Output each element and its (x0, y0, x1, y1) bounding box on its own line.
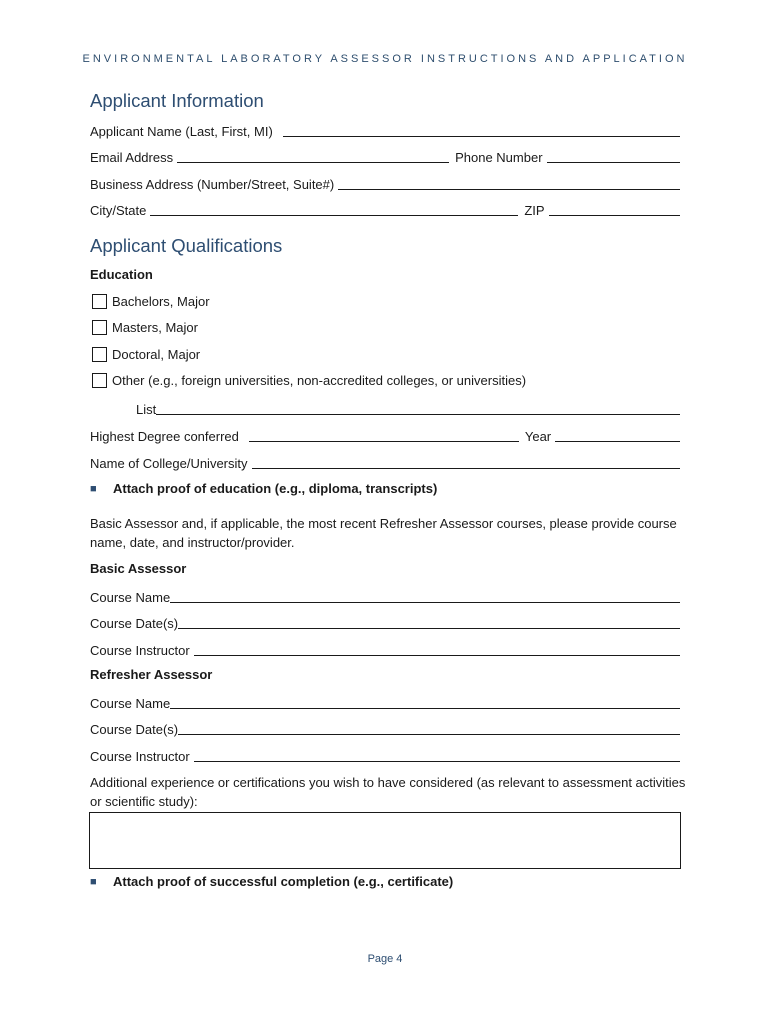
other-label: Other (e.g., foreign universities, non-accredited colleges, or universities) (112, 372, 527, 388)
refresher-course-instructor-label: Course Instructor (90, 749, 190, 764)
year-label: Year (524, 429, 552, 444)
zip-label: ZIP (524, 203, 545, 218)
refresher-course-dates-label: Course Date(s) (90, 722, 179, 737)
bachelors-option[interactable] (92, 292, 210, 310)
phone-field[interactable] (547, 162, 680, 163)
masters-option[interactable] (92, 318, 198, 336)
other-option[interactable] (92, 371, 526, 389)
college-label: Name of College/University (90, 456, 248, 471)
city-zip-row (90, 200, 680, 218)
list-label: List (136, 402, 157, 417)
city-state-field[interactable] (150, 215, 518, 216)
refresher-course-instructor-row (90, 746, 680, 764)
basic-course-dates-label: Course Date(s) (90, 616, 179, 631)
page-number: Page 4 (367, 953, 403, 965)
attach-education-item (90, 481, 437, 496)
refresher-assessor-heading: Refresher Assessor (90, 667, 213, 682)
list-row (136, 399, 680, 417)
basic-assessor-heading: Basic Assessor (90, 561, 187, 576)
year-field[interactable] (555, 441, 680, 442)
applicant-name-row (90, 121, 680, 139)
document-header: ENVIRONMENTAL LABORATORY ASSESSOR INSTRUCTIONS AND APPLICATION (82, 53, 688, 65)
business-address-row (90, 174, 680, 192)
email-phone-row (90, 147, 680, 165)
applicant-name-label: Applicant Name (Last, First, MI) (90, 124, 273, 139)
masters-checkbox[interactable] (92, 320, 107, 335)
basic-course-name-field[interactable] (170, 602, 680, 603)
bullet-icon: ■ (90, 875, 97, 888)
additional-experience-prompt: Additional experience or certifications you wish to have considered (as relevant to assessment activities or scientific study): (90, 775, 686, 809)
college-field[interactable] (252, 468, 680, 469)
refresher-course-name-field[interactable] (170, 708, 680, 709)
doctoral-label: Doctoral, Major (112, 346, 201, 362)
refresher-course-name-label: Course Name (90, 696, 171, 711)
email-label: Email Address (90, 150, 174, 165)
attach-completion-text: Attach proof of successful completion (e.g., certificate) (113, 874, 454, 889)
city-state-label: City/State (90, 203, 147, 218)
refresher-course-dates-field[interactable] (178, 734, 680, 735)
basic-course-instructor-row (90, 640, 680, 658)
attach-education-text: Attach proof of education (e.g., diploma, transcripts) (113, 481, 438, 496)
refresher-course-name-row (90, 693, 680, 711)
highest-degree-field[interactable] (249, 441, 519, 442)
applicant-name-field[interactable] (283, 136, 680, 137)
other-checkbox[interactable] (92, 373, 107, 388)
education-heading: Education (90, 267, 153, 282)
basic-course-name-label: Course Name (90, 590, 171, 605)
courses-intro: Basic Assessor and, if applicable, the most recent Refresher Assessor courses, please provide course name, date, and instructor/provider. (90, 516, 677, 550)
business-address-field[interactable] (338, 189, 680, 190)
applicant-information-title: Applicant Information (90, 90, 264, 111)
refresher-course-instructor-field[interactable] (194, 761, 680, 762)
applicant-qualifications-title: Applicant Qualifications (90, 235, 283, 256)
basic-course-instructor-field[interactable] (194, 655, 680, 656)
refresher-course-dates-row (90, 719, 680, 737)
masters-label: Masters, Major (112, 319, 198, 335)
phone-label: Phone Number (455, 150, 543, 165)
list-field[interactable] (156, 414, 680, 415)
basic-course-name-row (90, 587, 680, 605)
bullet-icon: ■ (90, 482, 97, 495)
doctoral-option[interactable] (92, 345, 200, 363)
business-address-label: Business Address (Number/Street, Suite#) (90, 177, 335, 192)
zip-field[interactable] (549, 215, 680, 216)
email-field[interactable] (177, 162, 449, 163)
additional-experience-textarea[interactable] (89, 812, 681, 869)
basic-course-dates-row (90, 613, 680, 631)
basic-course-dates-field[interactable] (178, 628, 680, 629)
basic-course-instructor-label: Course Instructor (90, 643, 190, 658)
highest-degree-label: Highest Degree conferred (90, 429, 239, 444)
attach-completion-item (90, 874, 453, 889)
college-row (90, 453, 680, 471)
bachelors-checkbox[interactable] (92, 294, 107, 309)
doctoral-checkbox[interactable] (92, 347, 107, 362)
highest-degree-row (90, 426, 680, 444)
bachelors-label: Bachelors, Major (112, 293, 210, 309)
